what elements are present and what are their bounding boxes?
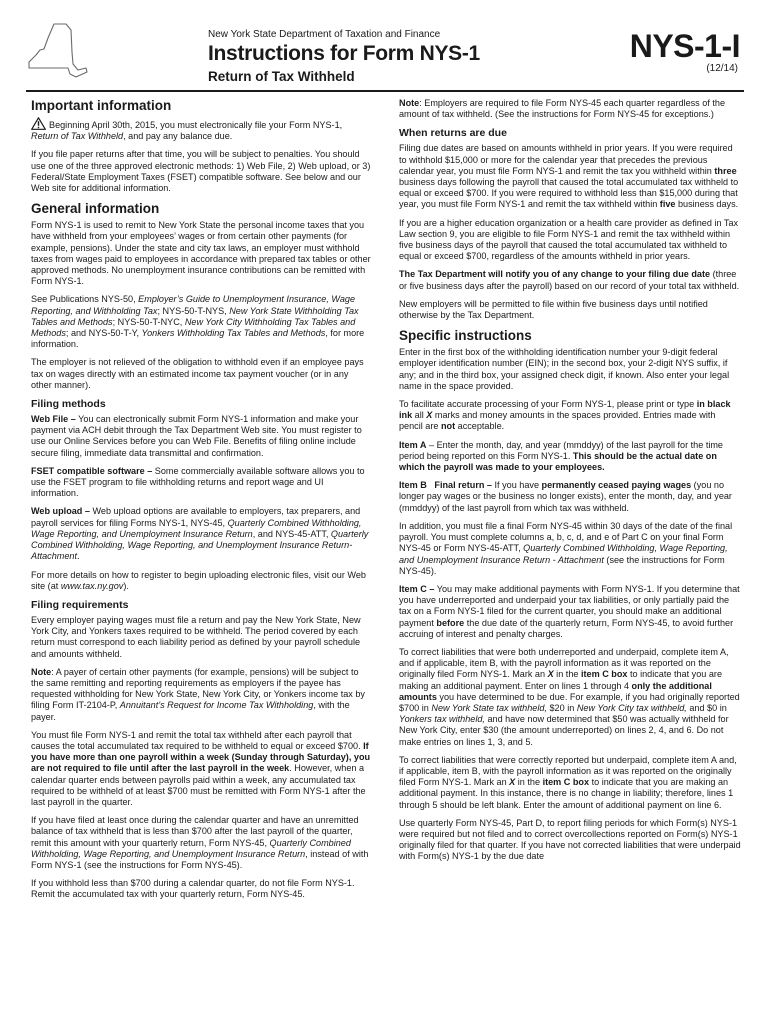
correction-paragraph-2: To correct liabilities that were correctly reported but underpaid, complete item A and, if applicable, item B, with the payroll information as it was reported on the originally filed Form NYS-1. Mark an X in the item C box to indicate that you are making an additional payment. In this instance, there is no change in liability; therefore, lines 1 through 5 should be left blank. Enter the amount of additional payment on line 6.: [399, 754, 737, 810]
item-b-paragraph: Item B Final return – If you have permanently ceased paying wages (you no longer pay wages or the business no longer exists), enter the month, day, and year (mmddyy) of the last payroll from which tax was withheld.: [399, 480, 732, 513]
details-paragraph: For more details on how to register to begin uploading electronic files, visit our Web site (at www.tax.ny.gov).: [31, 569, 366, 591]
section-heading-general: General information: [31, 201, 160, 217]
filing-req-paragraph-3: You must file Form NYS-1 and remit the total tax withheld after each payroll that causes the total accumulated tax required to be withheld to equal or exceed $700. If you have more than one payroll within a week (Sunday through Saturday), you are not required to file until after the last payroll in the week. However, when a calendar quarter ends between payrolls paid within a week, any accumulated tax required to be withheld of at least $700 must be remitted with Form NYS-1 after the last payroll in the quarter.: [31, 729, 371, 807]
important-paragraph-2: If you file paper returns after that time, you will be subject to penalties. You should use one of the three approved electronic methods: 1) Web File, 2) Web upload, or 3) Federal/State Employment Taxes (FSET) compatible software. See below and our Web site for additional information.: [31, 149, 371, 194]
warning-triangle-icon: [31, 117, 46, 130]
when-due-paragraph-4: New employers will be permitted to file within five business days until notified otherwise by the Tax Department.: [399, 298, 708, 321]
agency-name: New York State Department of Taxation and Finance: [208, 29, 441, 40]
revision-date: (12/14): [706, 63, 738, 74]
when-due-paragraph-1: Filing due dates are based on amounts withheld in prior years. If you were required to withhold $15,000 or more for the calendar year that precedes the previous calendar year, you must file Form NYS-1 and remit the tax you withheld within three business days following the payroll that caused the total accumulated tax withheld to equal or exceed $700. If you were required to withhold less than $15,000 during that year, you must file Form NYS-1 and remit the tax withheld within five business days.: [399, 143, 739, 210]
important-paragraph-1: Beginning April 30th, 2015, you must electronically file your Form NYS-1, Return of Tax Withheld, and pay any balance due.: [31, 117, 371, 142]
website-link[interactable]: www.tax.ny.gov: [60, 580, 124, 591]
subheading-when-due: When returns are due: [399, 127, 507, 140]
right-note: Note: Employers are required to file Form NYS-45 each quarter regardless of the amount of tax withheld. (See the instructions for Form NYS-45 for exceptions.): [399, 98, 726, 120]
subheading-filing-requirements: Filing requirements: [31, 598, 129, 611]
specific-paragraph-1: Enter in the first box of the withholding identification number your 9-digit federal employer identification number (EIN); in the second box, your 2-digit NYS suffix, if any; and in the third box, your assigned check digit, if known. Also enter your legal name in the space provided.: [399, 347, 730, 391]
page-title: Instructions for Form NYS-1: [208, 42, 480, 65]
correction-paragraph-1: To correct liabilities that were both underreported and underpaid, complete item A, and if applicable, item B, with the payroll information as it was reported on the originally filed Form NYS-1. Mark an X in the item C box to indicate that you are making an additional payment. Enter on lines 1 through 4 only the additional amounts you have determined to be due. For example, if you had originally reported $700 in New York State tax withheld, $20 in New York City tax withheld, and $0 in Yonkers tax withheld, and have now determined that $50 was actually withheld for New York City, enter $30 (the amount underreported) on lines 2, 4, and 6. Do not make entries on lines 1, 3, and 5.: [399, 646, 740, 747]
web-file-paragraph: Web File – You can electronically submit Form NYS-1 information and make your payment via ACH debit through the Tax Department Web site. You must register to use our Online Services before you can Web File. Benefits of filing online include secure filing, immediate data transmittal and confirmation.: [31, 414, 362, 458]
general-paragraph-3: The employer is not relieved of the obligation to withhold even if an employee pays tax on wages directly with an estimated income tax payment voucher (or in any other manner).: [31, 357, 364, 390]
item-a-paragraph: Item A – Enter the month, day, and year (mmddyy) of the last payroll for the time period being reported on this Form NYS-1. This should be the actual date on which the payroll was made to your employees.: [399, 439, 723, 473]
new-york-state-outline-icon: [26, 22, 88, 80]
filing-req-paragraph-4: If you have filed at least once during the calendar quarter and have an unremitted balance of tax withheld that is less than $700 after the last payroll of the quarter, remit this amount with your quarterly return, Form NYS-45, Quarterly Combined Withholding, Wage Reporting, and Unemployment Insurance Return, instead of with Form NYS-1 (see the instructions for Form NYS-45).: [31, 815, 369, 870]
when-due-paragraph-2: If you are a higher education organization or a health care provider as defined in Tax Law section 9, you are eligible to file Form NYS-1 and remit the tax withheld within five business days of the payroll that caused the total accumulated tax withheld to equal or exceed $700, regardless of the amounts withheld in prior years.: [399, 217, 739, 262]
section-heading-specific: Specific instructions: [399, 328, 532, 344]
form-id: NYS-1-I: [629, 28, 740, 64]
filing-req-paragraph-5: If you withhold less than $700 during a calendar quarter, do not file Form NYS-1. Remit the accumulated tax with your quarterly return, Form NYS-45.: [31, 878, 355, 900]
filing-req-note: Note: A payer of certain other payments (for example, pensions) will be subject to the same remitting and reporting requirements as employers if the payee has requested withholding for New York State, New York City, or Yonkers income tax by filing Form IT-2104-P, Annuitant’s Request for Income Tax Withholding, with the payer.: [31, 666, 365, 722]
general-paragraph-2: See Publications NYS-50, Employer’s Guide to Unemployment Insurance, Wage Reporting, and Withholding Tax; NYS-50-T-NYS, New York State Withholding Tax Tables and Methods; NYS-50-T-NYC, New York City Withholding Tax Tables and Methods; and NYS-50-T-Y, Yonkers Withholding Tax Tables and Methods, for more information.: [31, 294, 365, 350]
final-return-paragraph: In addition, you must file a final Form NYS-45 within 30 days of the date of the final payroll. You must complete columns a, b, c, d, and e of Part C on your final Form NYS-45 or Form NYS-45-ATT, Quarterly Combined Withholding, Wage Reporting, and Unemployment Insurance Return - Attachment (see the instructions for Form NYS-45).: [399, 520, 733, 576]
right-column: [399, 98, 741, 870]
web-upload-paragraph: Web upload – Web upload options are available to employers, tax preparers, and payroll services for filing Forms NYS-1, NYS-45, Quarterly Combined Withholding, Wage Reporting, and Unemployment Insurance Return, and NYS-45-ATT, Quarterly Combined Withholding, Wage Reporting, and Unemployment Insurance Return-Attachment.: [31, 506, 369, 562]
last-paragraph: Use quarterly Form NYS-45, Part D, to report filing periods for which Form(s) NYS-1 were required but not filed and to correct overcollections reported on Form(s) NYS-1 originally filed for that quarter. If you have not corrected liabilities that were underpaid with Form(s) NYS-1 by the due date: [399, 817, 741, 862]
item-c-paragraph: Item C – You may make additional payments with Form NYS-1. If you determine that you have underreported and underpaid your tax liabilities, or only partially paid the tax on a Form NYS-1 filed for the current quarter, you should make an additional payment before the due date of the quarterly return, Form NYS-45, to avoid further accruing of interest and penalty charges.: [399, 583, 740, 639]
subheading-filing-methods: Filing methods: [31, 398, 106, 411]
when-due-paragraph-3: The Tax Department will notify you of any change to your filing due date (three or five business days after the payroll) based on our record of your total tax withheld.: [399, 269, 740, 291]
general-paragraph-1: Form NYS-1 is used to remit to New York State the personal income taxes that you have withheld from your employees’ wages or from certain other payments (for example, pensions). Under the state and city tax laws, an employer must withhold taxes from wages paid to employees in accordance with prepared tax tables or other approved methods. No unemployment insurance contributions can be remitted with Form NYS-1.: [31, 220, 371, 287]
filing-req-paragraph-1: Every employer paying wages must file a return and pay the New York State, New York City, and Yonkers taxes required to be withheld. The period covered by each return must correspond to each liability period as defined by your payroll schedule and amounts withheld.: [31, 614, 361, 659]
section-heading-important: Important information: [31, 98, 172, 113]
specific-paragraph-2: To facilitate accurate processing of your Form NYS-1, please print or type in black ink all X marks and money amounts in the spaces provided. Entries made with pencil are not acceptable.: [399, 399, 731, 432]
header-rule: [26, 90, 744, 92]
left-column: [31, 98, 371, 908]
page-subtitle: Return of Tax Withheld: [208, 69, 355, 84]
fset-paragraph: FSET compatible software – Some commercially available software allows you to use the FSET program to file withholding returns and report wage and UI information.: [31, 465, 365, 499]
